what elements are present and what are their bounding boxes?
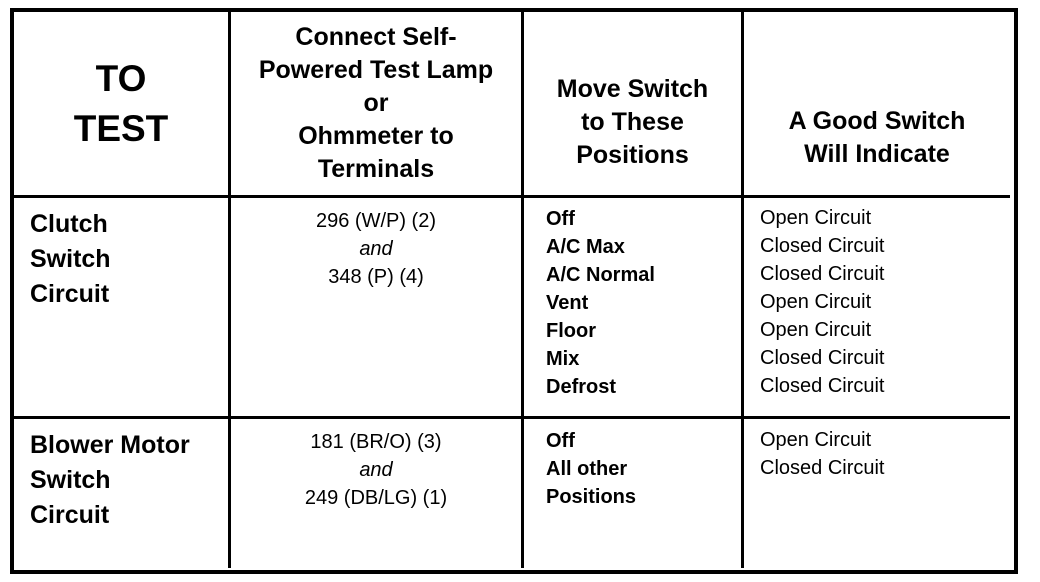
header-line: Terminals (317, 155, 435, 183)
header-line: TO (95, 57, 147, 99)
terminal-pair: 296 (W/P) (2) (315, 210, 437, 232)
header-line: to These (581, 108, 684, 136)
terminal-pair: 249 (DB/LG) (1) (304, 487, 448, 509)
row-label-line: Blower Motor (30, 431, 190, 459)
switch-position: All other (546, 458, 628, 480)
row-divider (12, 195, 1010, 198)
header-line: A Good Switch (788, 106, 966, 135)
row-label-clutch (12, 207, 228, 312)
header-line: Powered Test Lamp (258, 56, 494, 84)
terminals-blower-motor (231, 428, 521, 512)
switch-position: Defrost (546, 376, 617, 398)
header-good-switch (744, 80, 1010, 195)
row-label-line: Switch (30, 245, 111, 273)
row-label-line: Circuit (30, 501, 110, 529)
switch-position: Off (546, 208, 575, 230)
row-label-line: Switch (30, 466, 111, 494)
header-line: or (363, 89, 389, 117)
indications-clutch (742, 204, 1010, 400)
header-connect-terminals (231, 12, 521, 195)
row-label-line: Clutch (30, 210, 108, 238)
positions-clutch (522, 205, 741, 401)
switch-position: Floor (546, 320, 596, 342)
header-line: Connect Self- (295, 23, 457, 51)
header-line: Ohmmeter to (298, 122, 454, 150)
switch-position: A/C Max (546, 236, 625, 258)
switch-position: Mix (546, 348, 580, 370)
header-line: Move Switch (556, 75, 709, 103)
row-label-line: Circuit (30, 280, 110, 308)
conjunction: and (359, 238, 393, 260)
switch-position: A/C Normal (546, 264, 655, 286)
circuit-state: Open Circuit (760, 429, 872, 451)
circuit-state: Open Circuit (760, 291, 872, 313)
terminals-clutch (231, 207, 521, 291)
header-line: Will Indicate (804, 139, 950, 168)
terminal-pair: 348 (P) (4) (328, 266, 424, 288)
switch-position: Positions (546, 486, 637, 508)
header-move-switch (524, 50, 741, 195)
circuit-state: Open Circuit (760, 207, 872, 229)
header-to-test (14, 12, 228, 195)
positions-blower-motor (522, 427, 741, 511)
switch-position: Off (546, 430, 575, 452)
circuit-state: Closed Circuit (760, 347, 885, 369)
terminal-pair: 181 (BR/O) (3) (310, 431, 442, 453)
circuit-state: Closed Circuit (760, 457, 885, 479)
header-line: Positions (576, 141, 689, 169)
header-line: TEST (73, 107, 169, 149)
switch-position: Vent (546, 292, 589, 314)
row-divider (12, 416, 1010, 419)
circuit-state: Closed Circuit (760, 375, 885, 397)
circuit-state: Closed Circuit (760, 235, 885, 257)
row-label-blower-motor (12, 428, 228, 533)
conjunction: and (359, 459, 393, 481)
circuit-state: Open Circuit (760, 319, 872, 341)
circuit-state: Closed Circuit (760, 263, 885, 285)
indications-blower-motor (742, 426, 1010, 482)
